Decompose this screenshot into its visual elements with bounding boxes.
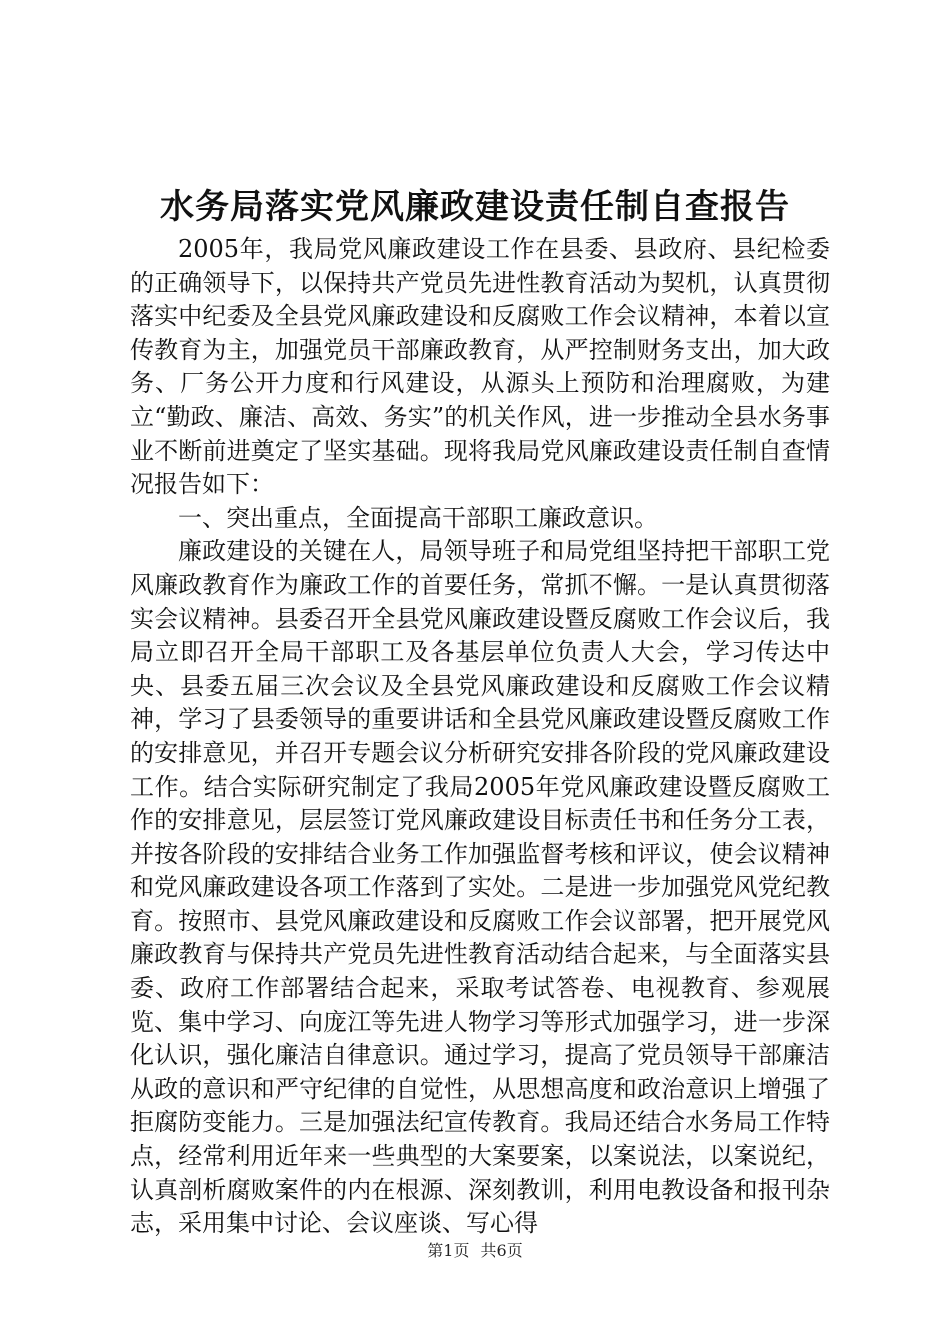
body-paragraph: 廉政建设的关键在人，局领导班子和局党组坚持把干部职工党风廉政教育作为廉政工作的首要任务，常抓不懈。一是认真贯彻落实会议精神。县委召开全县党风廉政建设暨反腐败工作会议后，我局立即召开全局干部职工及各基层单位负责人大会，学习传达中央、县委五届三次会议及全县党风廉政建设和反腐败工作会议精神，学习了县委领导的重要讲话和全县党风廉政建设暨反腐败工作的安排意见，并召开专题会议分析研究安排各阶段的党风廉政建设工作。结合实际研究制定了我局2005年党风廉政建设暨反腐败工作的安排意见，层层签订党风廉政建设目标责任书和任务分工表，并按各阶段的安排结合业务工作加强监督考核和评议，使会议精神和党风廉政建设各项工作落到了实处。二是进一步加强党风党纪教育。按照市、县党风廉政建设和反腐败工作会议部署，把开展党风廉政教育与保持共产党员先进性教育活动结合起来，与全面落实县委、政府工作部署结合起来，采取考试答卷、电视教育、参观展览、集中学习、向庞江等先进人物学习等形式加强学习，进一步深化认识，强化廉洁自律意识。通过学习，提高了党员领导干部廉洁从政的意识和严守纪律的自觉性，从思想高度和政治意识上增强了拒腐防变能力。三是加强法纪宣传教育。我局还结合水务局工作特点，经常利用近年来一些典型的大案要案，以案说法，以案说纪，认真剖析腐败案件的内在根源、深刻教训，利用电教设备和报刊杂志，采用集中讨论、会议座谈、写心得 (130, 537, 830, 1238)
section-heading: 一、突出重点，全面提高干部职工廉政意识。 (178, 503, 658, 532)
page-total: 共6页 (480, 1241, 523, 1260)
document-body (130, 233, 830, 1241)
document-title: 水务局落实党风廉政建设责任制自查报告 (160, 187, 790, 227)
page-footer (0, 1240, 950, 1262)
page-number: 第1页 (427, 1241, 470, 1260)
intro-paragraph: 2005年，我局党风廉政建设工作在县委、县政府、县纪检委的正确领导下，以保持共产党员先进性教育活动为契机，认真贯彻落实中纪委及全县党风廉政建设和反腐败工作会议精神，本着以宣传教育为主，加强党员干部廉政教育，从严控制财务支出，加大政务、厂务公开力度和行风建设，从源头上预防和治理腐败，为建立“勤政、廉洁、高效、务实”的机关作风，进一步推动全县水务事业不断前进奠定了坚实基础。现将我局党风廉政建设责任制自查情况报告如下： (130, 235, 830, 499)
